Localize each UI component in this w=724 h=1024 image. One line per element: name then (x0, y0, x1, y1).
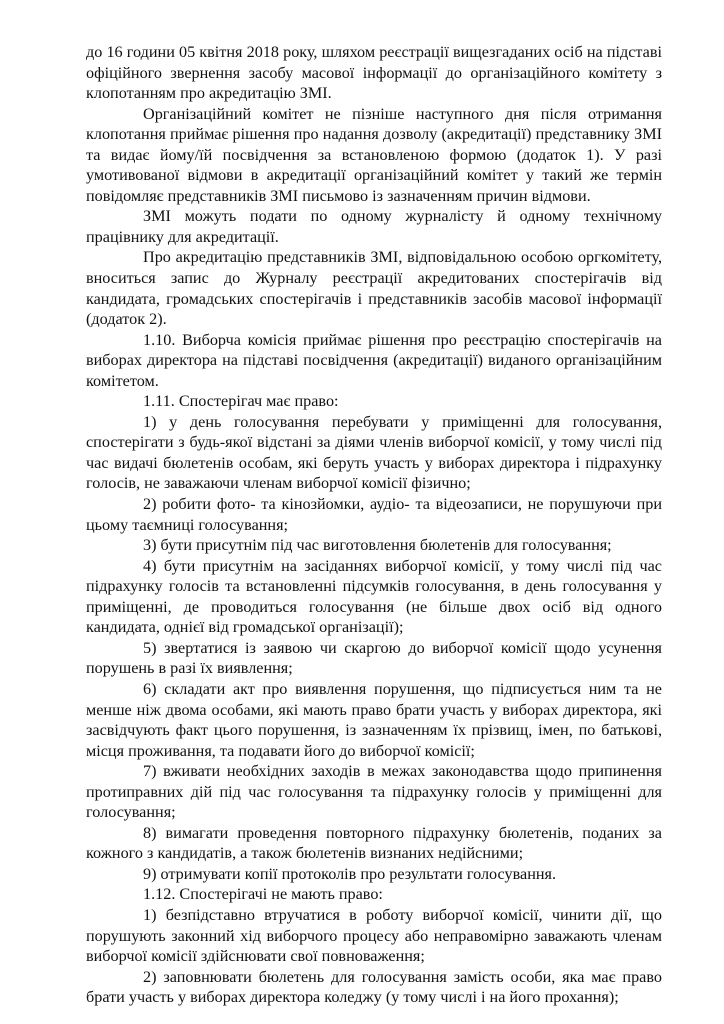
paragraph-committee-decision: Організаційний комітет не пізніше наступного дня після отримання клопотання приймає рішення про надання дозволу (акредитації) представнику ЗМІ та видає йому/їй посвідчення за встановленою формою (додаток 1). У разі умотивованої відмови в акредитації організаційний комітет у такий же термін повідомляє представників ЗМІ письмово із зазначенням причин відмови. (86, 104, 662, 205)
paragraph-1-11-heading: 1.11. Спостерігач має право: (143, 392, 339, 411)
list-item-prohibition-2: 2) заповнювати бюлетень для голосування замість особи, яка має право брати участь у виборах директора коледжу (у тому числі і на його прохання); (86, 967, 662, 1007)
list-item-right-9: 9) отримувати копії протоколів про результати голосування. (143, 864, 557, 883)
list-item-right-3: 3) бути присутнім під час виготовлення бюлетенів для голосування; (143, 536, 612, 555)
list-item-right-7: 7) вживати необхідних заходів в межах законодавства щодо припинення протиправних дій під час голосування та підрахунку голосів у приміщенні для голосування; (86, 762, 662, 822)
list-item-right-5: 5) звертатися із заявою чи скаргою до виборчої комісії щодо усунення порушень в разі їх виявлення; (86, 638, 662, 678)
list-item-right-8: 8) вимагати проведення повторного підрахунку бюлетенів, поданих за кожного з кандидатів, а також бюлетенів визнаних недійсними; (86, 823, 662, 863)
paragraph-1-10: 1.10. Виборча комісія приймає рішення про реєстрацію спостерігачів на виборах директора на підставі посвідчення (акредитації) виданого організаційним комітетом. (86, 330, 662, 390)
list-item-prohibition-1: 1) безпідставно втручатися в роботу виборчої комісії, чинити дії, що порушують законний хід виборчого процесу або неправомірно заважають членам виборчої комісії здійснювати свої повноваження; (86, 905, 662, 966)
list-item-right-4: 4) бути присутнім на засіданнях виборчої комісії, у тому числі під час підрахунку голосів та встановленні підсумків голосування, в день голосування у приміщенні, де проводиться голосування (не більше двох осіб від одного кандидата, однієї від громадської організації); (86, 556, 662, 637)
paragraph-accreditation-deadline: до 16 години 05 квітня 2018 року, шляхом реєстрації вищезгаданих осіб на підставі офіційного звернення засобу масової інформації до організаційного комітету з клопотанням про акредитацію ЗМІ. (86, 43, 662, 103)
list-item-right-2: 2) робити фото- та кінозйомки, аудіо- та відеозаписи, не порушуючи при цьому таємниці голосування; (86, 495, 662, 534)
document-page (86, 42, 662, 1008)
list-item-right-1: 1) у день голосування перебувати у приміщенні для голосування, спостерігати з будь-якої відстані за діями членів виборчої комісії, у тому числі під час видачі бюлетенів особам, які беруть участь у виборах директора і підрахунку голосів, не заважаючи членам виборчої комісії фізично; (86, 412, 662, 493)
paragraph-1-12-heading: 1.12. Спостерігачі не мають право: (143, 885, 383, 904)
list-item-right-6: 6) складати акт про виявлення порушення, що підписується ним та не менше ніж двома особами, які мають право брати участь у виборах директора, які засвідчують факт цього порушення, із зазначенням їх прізвищ, імен, по батькові, місця проживання, та подавати його до виборчої комісії; (86, 679, 662, 760)
paragraph-registration-journal: Про акредитацію представників ЗМІ, відповідальною особою оргкомітету, вноситься запис до Журналу реєстрації акредитованих спостерігачів від кандидата, громадських спостерігачів і представників засобів масової інформації (додаток 2). (86, 248, 662, 329)
paragraph-media-staff: ЗМІ можуть подати по одному журналісту й одному технічному працівнику для акредитації. (86, 207, 662, 246)
